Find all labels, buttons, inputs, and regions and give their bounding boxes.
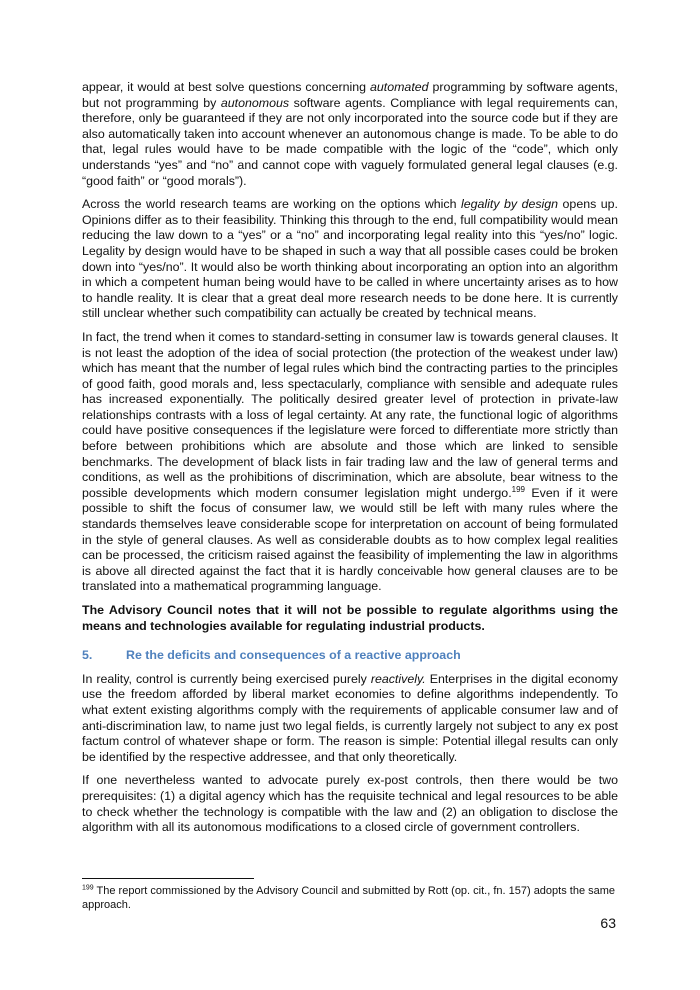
text-run: Enterprises in the digital economy use the freedom afforded by liberal market economies to define algorithms independently. To what extent existing algorithms comply with the requirements of applicable consumer law and of anti-discrimination law, to name just two legal fields, is currently largely not subject to any ex post factum control of whatever shape or form. The reason is simple: Potential illegal results can only be identified by the respective addressee, and that only theoretically.	[82, 671, 618, 764]
footnote	[82, 884, 618, 912]
section-title: Re the deficits and consequences of a reactive approach	[126, 648, 461, 663]
italic-term: legality by design	[460, 197, 559, 212]
text-run: Even if it were possible to shift the focus of consumer law, we would still be left with many rules where the standards themselves leave considerable scope for interpretation on account of being formulated in the style of general clauses. As well as considerable doubts as to how complex legal realities can be processed, the criticism raised against the feasibility of implementing the law in algorithms is above all directed against the fact that it is hardly conceivable how general clauses are to be translated into a mathematical programming language.	[82, 485, 618, 594]
paragraph-legality-by-design	[82, 197, 618, 322]
section-heading	[82, 648, 618, 664]
italic-term: automated	[370, 80, 429, 94]
paragraph-reactive-control	[82, 672, 618, 766]
text-run: software agents. Compliance with legal requirements can, therefore, only be guaranteed if they are not only incorporated into the source code but if they are also automatically taken into account whenever an autonomous change is made. To be able to do that, legal rules would have to be made compatible with the logic of the “code”, which only understands “yes” and “no” and cannot cope with vaguely formulated general legal clauses (e.g. “good faith” or “good morals”).	[82, 95, 618, 188]
text-run: In reality, control is currently being exercised purely	[82, 671, 371, 686]
paragraph-ex-post-controls	[82, 773, 618, 835]
text-run: programming by software agents, but not programming by	[82, 80, 618, 110]
footnote-reference: 199	[511, 484, 525, 494]
footnote-text: The report commissioned by the Advisory Council and submitted by Rott (op. cit., fn. 157) adopts the same approach.	[82, 885, 616, 911]
text-run: In fact, the trend when it comes to standard-setting in consumer law is towards general clauses. It is not least the adoption of the idea of social protection (the protection of the weakest under law) which has meant that the number of legal rules which bind the contracting parties to the principles of good faith, good morals and, less spectacularly, compliance with sensible and adequate rules has increased exponentially. The politically desired greater level of protection in private-law relationships contrasts with a loss of legal certainty. At any rate, the functional logic of algorithms could have positive consequences if the legislature were forced to differentiate more strictly than before between prohibitions which are absolute and those which are linked to sensible benchmarks. The development of black lists in fair trading law and the law of general terms and conditions, as well as the prohibitions of discrimination, which are absolute, bear witness to the possible developments which modern consumer legislation might undergo.	[82, 329, 618, 500]
paragraph-advisory-council-note	[82, 603, 618, 634]
paragraph-consumer-law-trend	[82, 330, 618, 595]
text-run: Across the world research teams are working on the options which	[82, 197, 461, 212]
footnote-marker: 199	[82, 884, 94, 892]
text-run: The Advisory Council notes that it will not be possible to regulate algorithms using the means and technologies available for regulating industrial products.	[82, 603, 618, 633]
section-number: 5.	[82, 648, 93, 663]
text-run: opens up. Opinions differ as to their feasibility. Thinking this through to the end, full compatibility would mean reducing the law down to a “yes” or a “no” and incorporating legal reality into this “yes/no” logic. Legality by design would have to be shaped in such a way that all possible cases could be broken down into “yes/no”. It would also be worth thinking about incorporating an option into an algorithm in which a competent human being would have to be called in where uncertainty arises as to how to handle reality. It is clear that a great deal more research needs to be done here. It is currently still unclear whether such compatibility can actually be created by technical means.	[82, 197, 618, 321]
italic-term: autonomous	[220, 95, 290, 110]
text-run: If one nevertheless wanted to advocate purely ex-post controls, then there would be two prerequisites: (1) a digital agency which has the requisite technical and legal resources to be able to check whether the technology is compatible with the law and (2) an obligation to disclose the algorithm with all its autonomous modifications to a closed circle of government controllers.	[82, 773, 618, 835]
italic-term: reactively.	[370, 671, 426, 686]
page-number: 63	[600, 915, 616, 931]
text-run: appear, it would at best solve questions concerning	[82, 80, 370, 94]
paragraph-automated-programming	[82, 80, 618, 189]
body-text	[82, 80, 618, 844]
footnote-divider	[82, 878, 254, 879]
